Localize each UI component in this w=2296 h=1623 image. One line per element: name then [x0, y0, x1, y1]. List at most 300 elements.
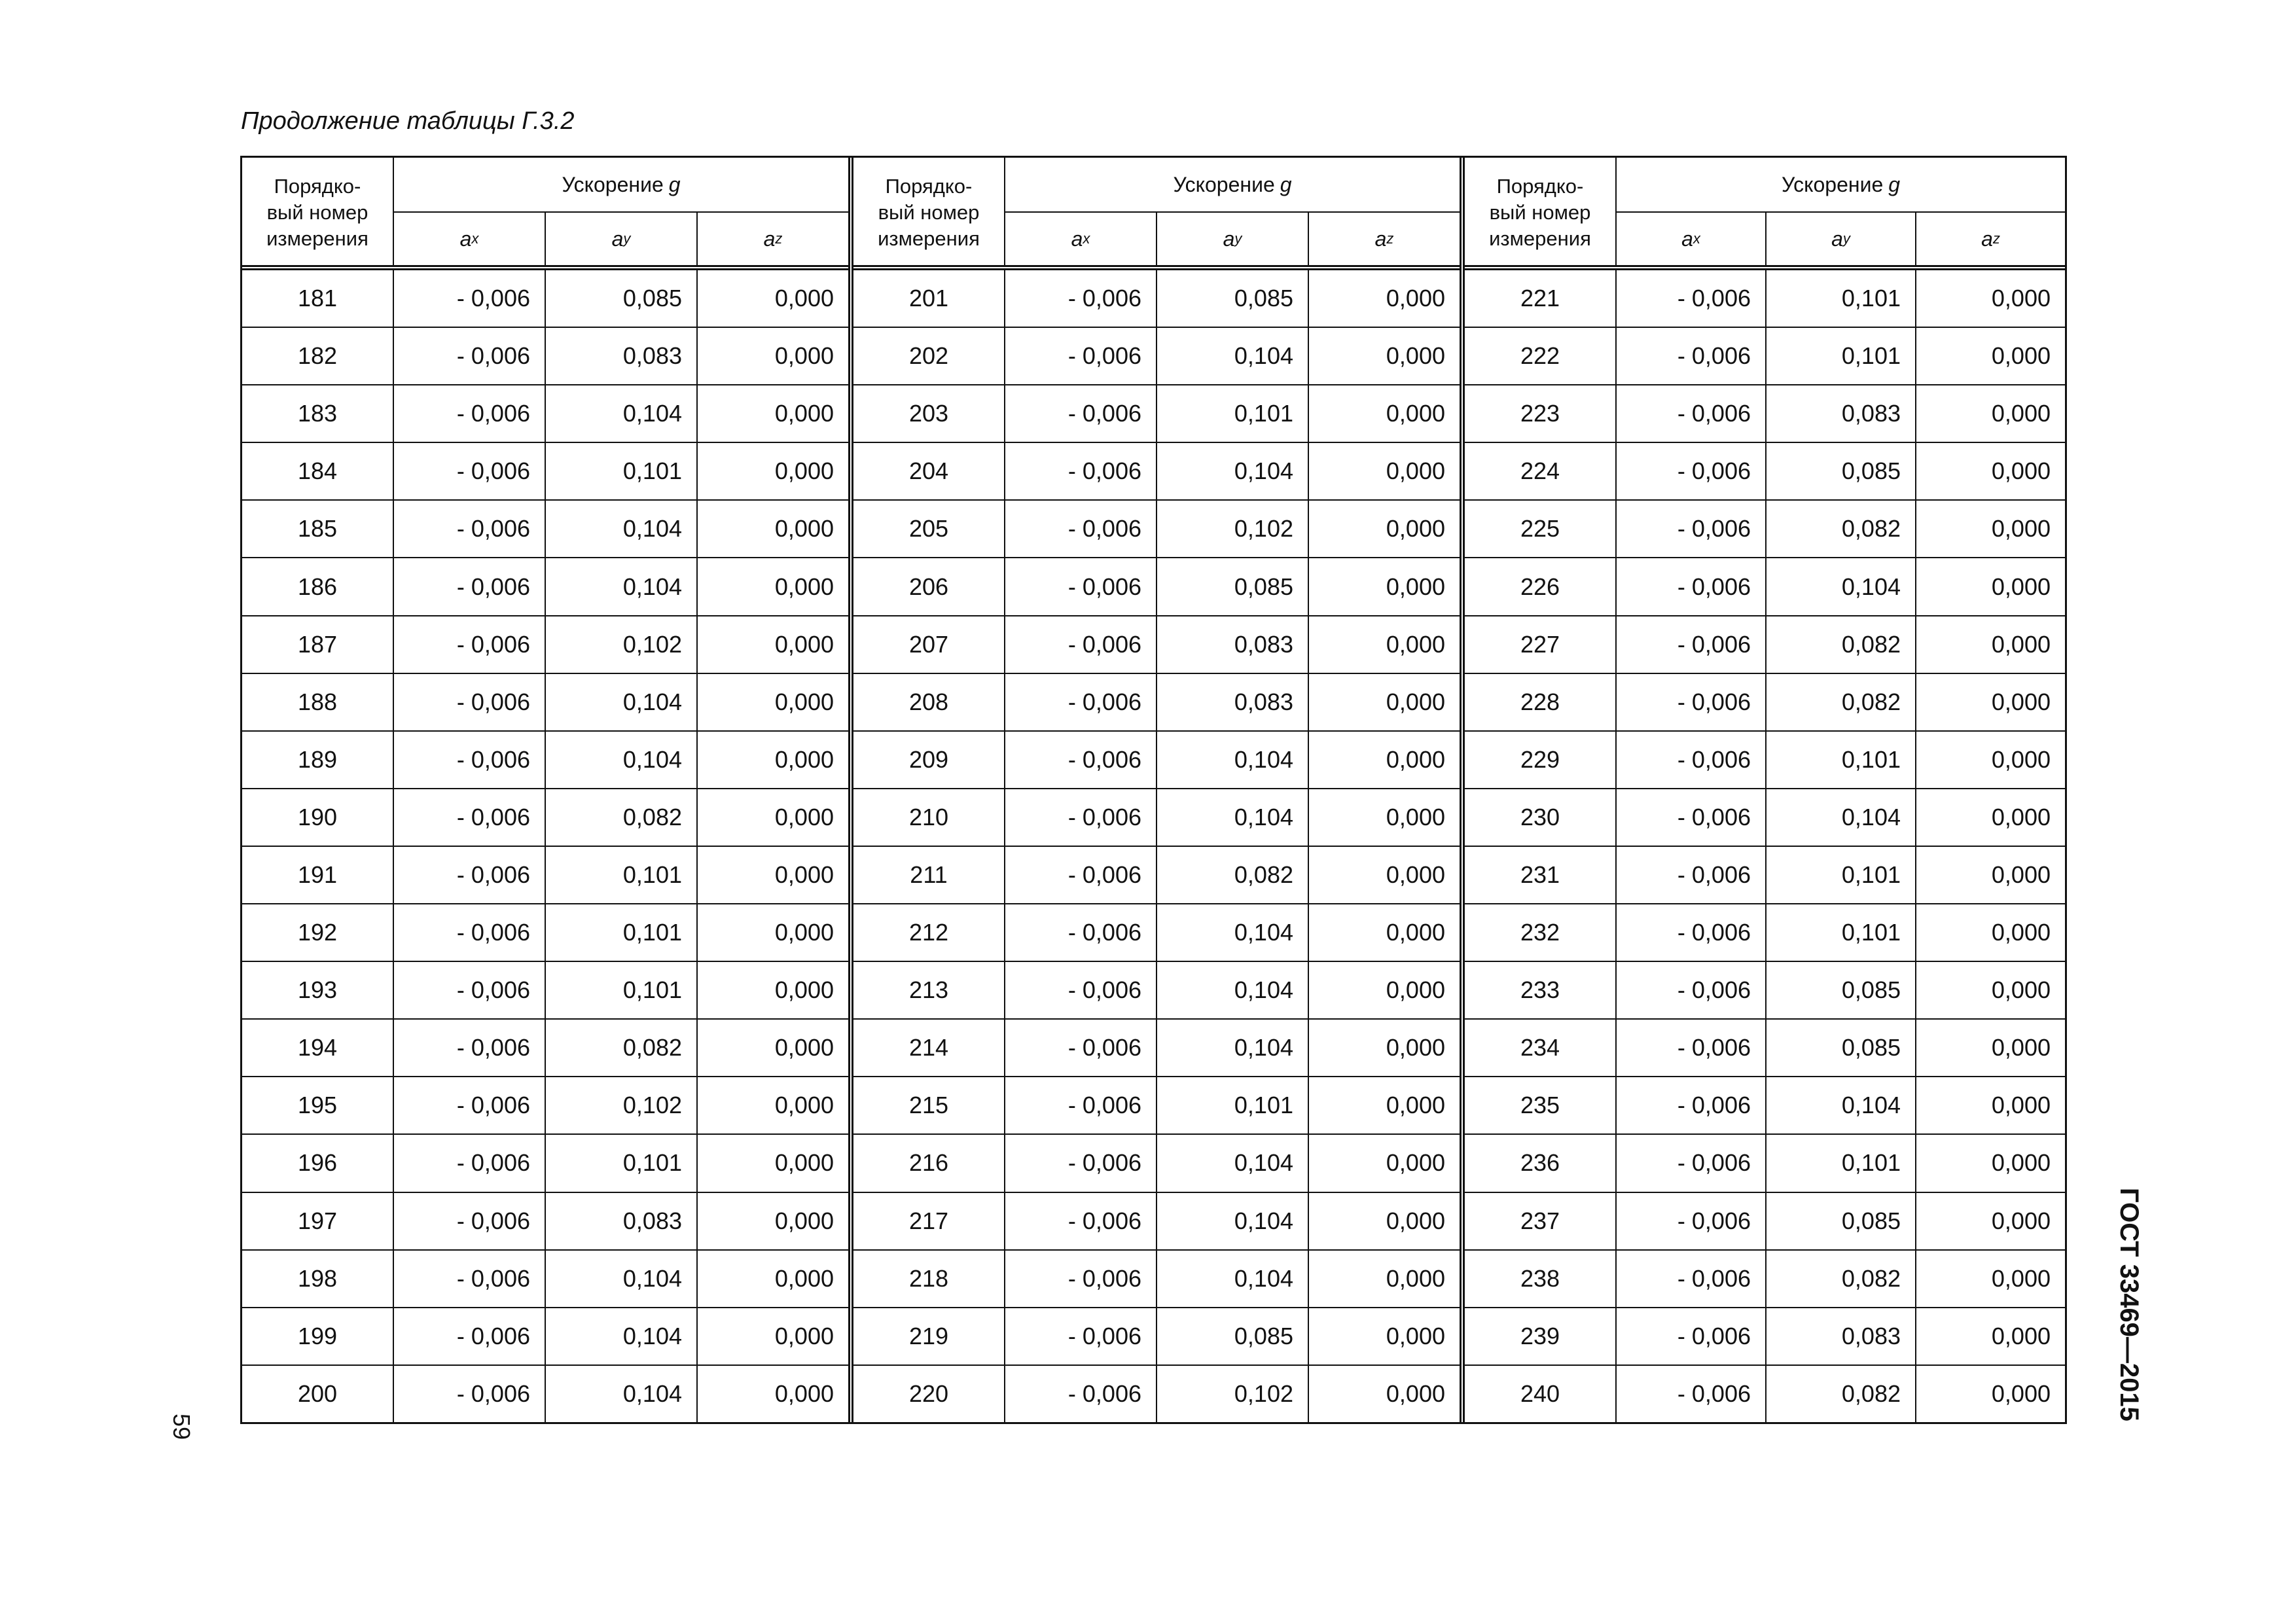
cell-measurement-number: 240 [1465, 1366, 1617, 1422]
header-axes [1617, 213, 2065, 265]
cell-ax: - 0,006 [1067, 861, 1141, 888]
axis-subscript: z [1992, 230, 2000, 247]
cell-az: 0,000 [1308, 385, 1460, 442]
cell-ax: - 0,006 [456, 803, 530, 830]
table-row [242, 673, 848, 730]
cell-az: 0,000 [1308, 1366, 1460, 1422]
cell-ay: 0,082 [545, 1020, 696, 1076]
cell-az: 0,000 [1915, 443, 2065, 499]
header-ax [394, 213, 545, 265]
cell-measurement-number: 235 [1465, 1077, 1617, 1133]
cell-ay: 0,083 [1156, 674, 1308, 730]
cell-measurement-number: 182 [242, 328, 394, 384]
cell-ax: - 0,006 [1067, 919, 1141, 946]
cell-ax: - 0,006 [456, 630, 530, 658]
cell-measurement-number: 198 [242, 1251, 394, 1307]
axis-subscript: y [623, 230, 631, 247]
axis-subscript: z [775, 230, 783, 247]
header-acceleration-group [1005, 158, 1460, 265]
table-row [853, 557, 1460, 615]
cell-ax: - 0,006 [1067, 630, 1141, 658]
cell-ay: 0,085 [1765, 1020, 1915, 1076]
header-acceleration-group [394, 158, 848, 265]
cell-measurement-number: 199 [242, 1308, 394, 1364]
cell-ay: 0,104 [1156, 732, 1308, 788]
cell-ay: 0,104 [545, 732, 696, 788]
cell-az: 0,000 [696, 904, 848, 961]
cell-az: 0,000 [696, 1020, 848, 1076]
table-row [853, 673, 1460, 730]
cell-measurement-number: 197 [242, 1193, 394, 1249]
table-row [853, 327, 1460, 384]
table-row [1465, 384, 2065, 442]
cell-ay: 0,102 [545, 1077, 696, 1133]
table-row [1465, 1192, 2065, 1249]
cell-az: 0,000 [696, 847, 848, 903]
cell-ay: 0,104 [545, 1308, 696, 1364]
table-row [853, 384, 1460, 442]
cell-az: 0,000 [696, 501, 848, 557]
cell-az: 0,000 [1308, 1251, 1460, 1307]
cell-ay: 0,104 [545, 1366, 696, 1422]
table-header [242, 158, 848, 270]
header-number-line: вый номер [878, 201, 980, 224]
cell-ay: 0,082 [1765, 1251, 1915, 1307]
table-row [242, 442, 848, 499]
cell-measurement-number: 226 [1465, 558, 1617, 615]
cell-ay: 0,085 [1156, 270, 1308, 327]
cell-az: 0,000 [1915, 558, 2065, 615]
cell-az: 0,000 [1308, 674, 1460, 730]
cell-ay: 0,102 [1156, 501, 1308, 557]
cell-ay: 0,104 [1765, 1077, 1915, 1133]
axis-letter: a [1223, 226, 1235, 251]
cell-ax: - 0,006 [1677, 515, 1751, 543]
cell-measurement-number: 185 [242, 501, 394, 557]
cell-az: 0,000 [696, 328, 848, 384]
cell-ax: - 0,006 [1067, 285, 1141, 312]
table-row [242, 730, 848, 788]
header-acceleration-unit: g [668, 172, 681, 196]
table-body [1465, 270, 2065, 1422]
header-number-line: вый номер [1489, 201, 1591, 224]
cell-az: 0,000 [1308, 732, 1460, 788]
axis-subscript: x [1083, 230, 1090, 247]
cell-measurement-number: 231 [1465, 847, 1617, 903]
cell-az: 0,000 [1915, 1193, 2065, 1249]
table-row [853, 846, 1460, 903]
cell-measurement-number: 206 [853, 558, 1005, 615]
table-row [853, 1133, 1460, 1191]
cell-ax: - 0,006 [1677, 688, 1751, 715]
cell-ay: 0,082 [1765, 1366, 1915, 1422]
cell-measurement-number: 236 [1465, 1135, 1617, 1191]
cell-ax: - 0,006 [456, 515, 530, 543]
cell-az: 0,000 [1915, 732, 2065, 788]
header-number-line: вый номер [266, 201, 368, 224]
cell-ay: 0,102 [545, 616, 696, 673]
cell-az: 0,000 [1308, 1020, 1460, 1076]
cell-measurement-number: 233 [1465, 962, 1617, 1018]
axis-letter: a [1831, 226, 1843, 251]
cell-ax: - 0,006 [456, 1380, 530, 1407]
axis-subscript: z [1386, 230, 1394, 247]
header-number-line: Порядко- [885, 175, 973, 198]
cell-measurement-number: 217 [853, 1193, 1005, 1249]
cell-az: 0,000 [696, 270, 848, 327]
table-row [242, 961, 848, 1018]
axis-letter: a [1374, 226, 1387, 251]
cell-measurement-number: 232 [1465, 904, 1617, 961]
cell-ay: 0,085 [1765, 962, 1915, 1018]
cell-ax: - 0,006 [456, 688, 530, 715]
cell-ay: 0,083 [545, 328, 696, 384]
cell-az: 0,000 [1915, 1077, 2065, 1133]
table-row [242, 1192, 848, 1249]
cell-measurement-number: 194 [242, 1020, 394, 1076]
cell-ax: - 0,006 [1677, 861, 1751, 888]
data-table [240, 156, 2067, 1424]
cell-measurement-number: 220 [853, 1366, 1005, 1422]
cell-ax: - 0,006 [1067, 688, 1141, 715]
cell-measurement-number: 219 [853, 1308, 1005, 1364]
cell-ax: - 0,006 [456, 1322, 530, 1349]
axis-letter: a [1071, 226, 1083, 251]
cell-ay: 0,082 [1765, 501, 1915, 557]
cell-measurement-number: 186 [242, 558, 394, 615]
cell-az: 0,000 [696, 616, 848, 673]
cell-ax: - 0,006 [1677, 976, 1751, 1004]
table-body [853, 270, 1460, 1422]
header-measurement-number [1465, 158, 1617, 265]
cell-az: 0,000 [1915, 328, 2065, 384]
cell-az: 0,000 [696, 674, 848, 730]
header-ay [1765, 213, 1915, 265]
cell-az: 0,000 [1308, 443, 1460, 499]
cell-ax: - 0,006 [1677, 573, 1751, 600]
cell-az: 0,000 [1308, 270, 1460, 327]
cell-ay: 0,104 [1156, 1251, 1308, 1307]
cell-az: 0,000 [1308, 501, 1460, 557]
cell-az: 0,000 [1915, 1135, 2065, 1191]
cell-az: 0,000 [1915, 904, 2065, 961]
cell-az: 0,000 [1915, 616, 2065, 673]
cell-ay: 0,101 [545, 962, 696, 1018]
table-row [242, 327, 848, 384]
cell-ax: - 0,006 [456, 400, 530, 427]
header-acceleration [394, 158, 848, 213]
header-acceleration-group [1617, 158, 2065, 265]
table-block-2 [848, 158, 1460, 1422]
cell-ay: 0,104 [1156, 1135, 1308, 1191]
cell-ax: - 0,006 [1067, 803, 1141, 830]
table-row [1465, 1249, 2065, 1307]
cell-measurement-number: 187 [242, 616, 394, 673]
cell-az: 0,000 [1308, 904, 1460, 961]
axis-subscript: y [1842, 230, 1850, 247]
cell-measurement-number: 203 [853, 385, 1005, 442]
cell-ay: 0,101 [1765, 732, 1915, 788]
cell-ax: - 0,006 [1067, 1034, 1141, 1061]
cell-measurement-number: 190 [242, 789, 394, 846]
cell-az: 0,000 [696, 732, 848, 788]
table-row [242, 499, 848, 557]
cell-measurement-number: 229 [1465, 732, 1617, 788]
cell-ax: - 0,006 [1677, 1207, 1751, 1234]
cell-az: 0,000 [1308, 847, 1460, 903]
cell-measurement-number: 208 [853, 674, 1005, 730]
cell-ay: 0,104 [1156, 789, 1308, 846]
cell-measurement-number: 237 [1465, 1193, 1617, 1249]
header-axes [1005, 213, 1460, 265]
cell-ay: 0,101 [545, 904, 696, 961]
axis-letter: a [459, 226, 472, 251]
cell-ax: - 0,006 [456, 1207, 530, 1234]
cell-ay: 0,085 [1156, 558, 1308, 615]
table-row [1465, 788, 2065, 846]
cell-measurement-number: 189 [242, 732, 394, 788]
cell-az: 0,000 [696, 385, 848, 442]
table-row [853, 1018, 1460, 1076]
cell-ax: - 0,006 [1067, 342, 1141, 370]
header-number-line: измерения [878, 227, 980, 250]
cell-measurement-number: 209 [853, 732, 1005, 788]
table-block-1 [242, 158, 848, 1422]
cell-az: 0,000 [1915, 1251, 2065, 1307]
cell-ax: - 0,006 [1677, 1380, 1751, 1407]
table-row [242, 788, 848, 846]
cell-ay: 0,104 [545, 501, 696, 557]
table-row [1465, 442, 2065, 499]
cell-ax: - 0,006 [1067, 1092, 1141, 1119]
cell-ax: - 0,006 [456, 1034, 530, 1061]
table-body [242, 270, 848, 1422]
page-number: 59 [168, 1414, 195, 1440]
cell-measurement-number: 228 [1465, 674, 1617, 730]
table-row [242, 1018, 848, 1076]
cell-ax: - 0,006 [456, 457, 530, 485]
cell-ax: - 0,006 [456, 745, 530, 773]
cell-measurement-number: 196 [242, 1135, 394, 1191]
standard-code: ГОСТ 33469—2015 [2115, 1188, 2144, 1421]
cell-ay: 0,104 [545, 385, 696, 442]
table-row [1465, 270, 2065, 327]
cell-ax: - 0,006 [1677, 803, 1751, 830]
cell-ax: - 0,006 [1677, 400, 1751, 427]
cell-ax: - 0,006 [1067, 976, 1141, 1004]
table-row [853, 903, 1460, 961]
table-row [853, 788, 1460, 846]
header-az [1915, 213, 2065, 265]
cell-measurement-number: 225 [1465, 501, 1617, 557]
header-acceleration-unit: g [1888, 172, 1901, 196]
cell-ax: - 0,006 [456, 919, 530, 946]
cell-measurement-number: 238 [1465, 1251, 1617, 1307]
cell-ax: - 0,006 [456, 1092, 530, 1119]
cell-az: 0,000 [1915, 270, 2065, 327]
cell-measurement-number: 239 [1465, 1308, 1617, 1364]
cell-measurement-number: 223 [1465, 385, 1617, 442]
table-row [853, 961, 1460, 1018]
header-ax [1005, 213, 1156, 265]
cell-ay: 0,104 [1156, 904, 1308, 961]
header-measurement-number [853, 158, 1005, 265]
cell-ay: 0,101 [545, 847, 696, 903]
cell-measurement-number: 222 [1465, 328, 1617, 384]
table-row [1465, 1307, 2065, 1364]
cell-ay: 0,082 [1765, 616, 1915, 673]
axis-subscript: x [471, 230, 479, 247]
table-row [1465, 615, 2065, 673]
cell-measurement-number: 193 [242, 962, 394, 1018]
table-row [242, 1249, 848, 1307]
cell-measurement-number: 202 [853, 328, 1005, 384]
cell-az: 0,000 [1915, 385, 2065, 442]
cell-ax: - 0,006 [1067, 457, 1141, 485]
cell-measurement-number: 205 [853, 501, 1005, 557]
header-acceleration-label: Ускорение [1173, 172, 1275, 196]
cell-measurement-number: 230 [1465, 789, 1617, 846]
table-row [242, 1364, 848, 1422]
table-row [242, 846, 848, 903]
cell-measurement-number: 181 [242, 270, 394, 327]
cell-az: 0,000 [1308, 558, 1460, 615]
cell-az: 0,000 [696, 1193, 848, 1249]
cell-measurement-number: 218 [853, 1251, 1005, 1307]
cell-ay: 0,104 [1156, 1020, 1308, 1076]
header-acceleration-unit: g [1280, 172, 1292, 196]
cell-ay: 0,104 [1156, 1193, 1308, 1249]
cell-ax: - 0,006 [456, 1264, 530, 1292]
cell-ay: 0,085 [1765, 443, 1915, 499]
cell-measurement-number: 188 [242, 674, 394, 730]
cell-az: 0,000 [1915, 674, 2065, 730]
table-row [1465, 1076, 2065, 1133]
axis-letter: a [1981, 226, 1993, 251]
cell-ay: 0,102 [1156, 1366, 1308, 1422]
table-row [853, 442, 1460, 499]
cell-az: 0,000 [1308, 1135, 1460, 1191]
cell-ax: - 0,006 [1677, 1322, 1751, 1349]
axis-letter: a [763, 226, 776, 251]
cell-az: 0,000 [1915, 1366, 2065, 1422]
axis-letter: a [611, 226, 624, 251]
header-axes [394, 213, 848, 265]
cell-ax: - 0,006 [1067, 1207, 1141, 1234]
table-row [1465, 903, 2065, 961]
header-number-line: измерения [1489, 227, 1591, 250]
cell-ay: 0,082 [1156, 847, 1308, 903]
cell-ax: - 0,006 [1067, 1380, 1141, 1407]
cell-ay: 0,101 [545, 1135, 696, 1191]
cell-az: 0,000 [1915, 1308, 2065, 1364]
cell-measurement-number: 201 [853, 270, 1005, 327]
cell-ax: - 0,006 [1677, 1264, 1751, 1292]
cell-ay: 0,101 [545, 443, 696, 499]
table-row [242, 1307, 848, 1364]
table-row [1465, 846, 2065, 903]
header-az [1308, 213, 1460, 265]
cell-az: 0,000 [1308, 1077, 1460, 1133]
cell-ax: - 0,006 [1067, 745, 1141, 773]
cell-measurement-number: 210 [853, 789, 1005, 846]
cell-ay: 0,085 [545, 270, 696, 327]
cell-az: 0,000 [1915, 1020, 2065, 1076]
cell-ay: 0,101 [1765, 904, 1915, 961]
cell-measurement-number: 211 [853, 847, 1005, 903]
cell-ay: 0,104 [1765, 789, 1915, 846]
header-ax [1617, 213, 1765, 265]
cell-ay: 0,083 [1156, 616, 1308, 673]
table-row [242, 615, 848, 673]
cell-measurement-number: 216 [853, 1135, 1005, 1191]
table-row [242, 1076, 848, 1133]
cell-ay: 0,101 [1765, 1135, 1915, 1191]
cell-az: 0,000 [1915, 789, 2065, 846]
cell-ax: - 0,006 [456, 1149, 530, 1177]
table-row [1465, 673, 2065, 730]
cell-ay: 0,104 [545, 1251, 696, 1307]
header-acceleration [1617, 158, 2065, 213]
table-row [853, 1307, 1460, 1364]
cell-ax: - 0,006 [1677, 745, 1751, 773]
cell-measurement-number: 215 [853, 1077, 1005, 1133]
table-row [853, 1076, 1460, 1133]
table-row [853, 1192, 1460, 1249]
cell-ax: - 0,006 [1677, 919, 1751, 946]
table-row [242, 557, 848, 615]
cell-az: 0,000 [696, 789, 848, 846]
cell-ax: - 0,006 [1067, 1149, 1141, 1177]
cell-az: 0,000 [696, 1251, 848, 1307]
cell-ay: 0,104 [1156, 962, 1308, 1018]
cell-measurement-number: 200 [242, 1366, 394, 1422]
cell-az: 0,000 [696, 1308, 848, 1364]
cell-ay: 0,083 [1765, 385, 1915, 442]
cell-measurement-number: 227 [1465, 616, 1617, 673]
table-row [853, 270, 1460, 327]
cell-ay: 0,082 [1765, 674, 1915, 730]
table-row [242, 384, 848, 442]
cell-ax: - 0,006 [1677, 1149, 1751, 1177]
table-row [853, 615, 1460, 673]
cell-ay: 0,101 [1765, 847, 1915, 903]
cell-az: 0,000 [696, 443, 848, 499]
table-row [853, 1249, 1460, 1307]
cell-ax: - 0,006 [1677, 630, 1751, 658]
table-row [242, 903, 848, 961]
header-acceleration-label: Ускорение [1781, 172, 1884, 196]
cell-measurement-number: 195 [242, 1077, 394, 1133]
cell-ax: - 0,006 [1067, 573, 1141, 600]
cell-az: 0,000 [1915, 501, 2065, 557]
cell-az: 0,000 [1308, 616, 1460, 673]
cell-az: 0,000 [696, 962, 848, 1018]
table-row [1465, 1018, 2065, 1076]
cell-ax: - 0,006 [1677, 1092, 1751, 1119]
cell-ay: 0,104 [545, 674, 696, 730]
cell-measurement-number: 207 [853, 616, 1005, 673]
table-row [853, 499, 1460, 557]
cell-ay: 0,082 [545, 789, 696, 846]
axis-subscript: x [1693, 230, 1700, 247]
cell-az: 0,000 [696, 1366, 848, 1422]
table-row [1465, 327, 2065, 384]
cell-ax: - 0,006 [1677, 342, 1751, 370]
cell-measurement-number: 192 [242, 904, 394, 961]
cell-az: 0,000 [696, 1077, 848, 1133]
cell-az: 0,000 [1308, 1308, 1460, 1364]
